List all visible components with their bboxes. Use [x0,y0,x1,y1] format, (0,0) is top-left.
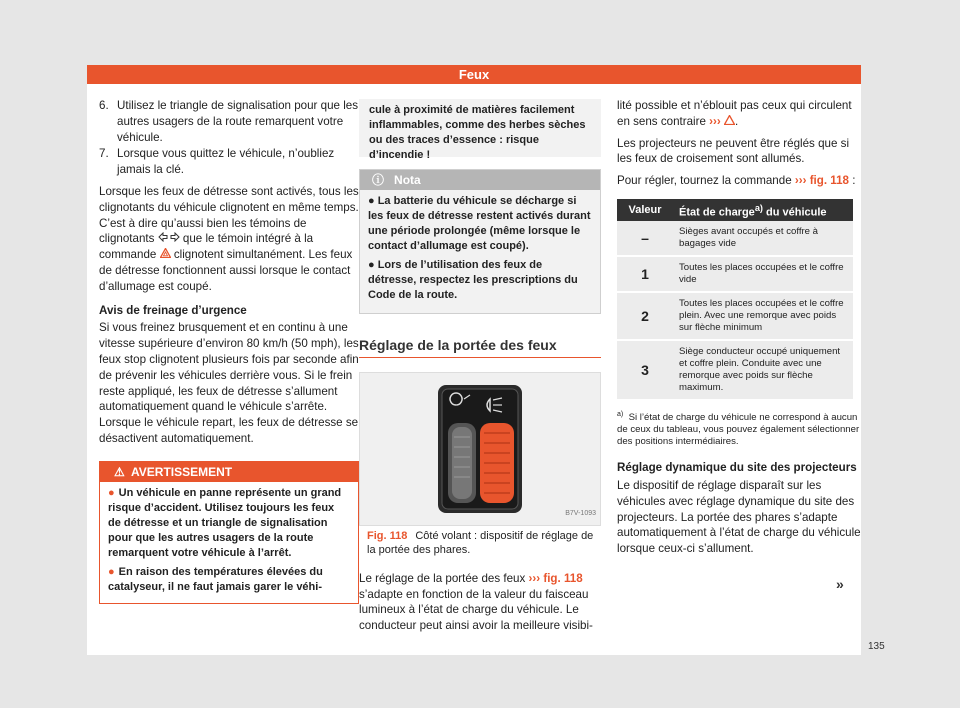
list-item: ● La batterie du véhicule se décharge si les feux de détresse restent activés durant une période prolongée (même lorsque le contact d’allumage est coupé). [368,195,591,252]
warning-box [99,461,359,604]
table-row: 3 Siège conducteur occupé uniquement et coffre plein. Conduite avec une remorque avec poids sur flèche maximum. [617,340,853,400]
list-item: ● Un véhicule en panne représente un grand risque d’accident. Utilisez toujours les feux de détresse et un triangle de signalisation pour que les autres usagers de la route remarquent votre véhicule à l’arrêt. [108,486,342,559]
list-item: ● Lors de l’utilisation des feux de détresse, respectez les prescriptions du Code de la route. [368,259,578,301]
bullet-icon: ● [108,486,115,499]
warning-header: ⚠ AVERTISSEMENT [100,462,358,482]
dipped-paragraph: Les projecteurs ne peuvent être réglés que si les feux de croisement sont allumés. [617,136,850,166]
table-row: 2 Toutes les places occupées et le coffre plein. Avec une remorque avec poids sur flèche minimum [617,292,853,340]
info-icon: ⓘ [372,173,385,187]
steps-list [99,98,359,178]
column-header-value: Valeur [617,199,673,221]
section-header: Feux [87,65,861,84]
figure-link[interactable]: ››› fig. 118 [528,571,583,585]
figure-link[interactable]: ››› fig. 118 [794,174,850,188]
warning-link[interactable]: ››› [709,114,721,128]
hazard-triangle-icon [724,114,735,130]
warning-list [100,482,358,603]
bullet-icon: ● [368,259,378,271]
headlight-range-control-image [360,373,600,525]
note-box [359,169,601,314]
list-item: 7. Lorsque vous quittez le véhicule, n’oubliez jamais la clé. [99,147,335,177]
column-3 [617,98,861,563]
continue-mark: » [836,576,844,592]
manual-page [87,65,861,655]
adjust-paragraph: Pour régler, tournez la commande ››› fig. 118 : [617,174,856,188]
figure-code: B7V-1093 [565,510,596,517]
section-title: Réglage de la portée des feux [359,338,601,358]
note-list [360,190,600,313]
figure-118 [359,372,601,526]
dynamic-paragraph: Le dispositif de réglage disparaît sur les véhicules avec réglage dynamique du site des projecteurs. La portée des phares s’adapte automatiquement à l’état de charge du véhicule lorsque ceux-ci s’allument. [617,479,861,556]
hazard-paragraph: Lorsque les feux de détresse sont activés, tous les clignotants du véhicule clignotent en même temps. C’est à dire qu’aussi bien les témoins de clignotants que le témoin intégré à la commande clignotent simultanément. Les feux de détresse fonctionnent aussi lorsque le contact d’allumage est coupé. [99,184,359,293]
column-header-state: État de charge$^{a)}$ du véhicule [673,199,853,221]
range-paragraph: Le réglage de la portée des feux ››› fig. 118 s’adapte en fonction de la valeur du faisceau lumineux à l’état de charge du véhicule. Le conducteur peut ainsi avoir la meilleure visibi- [359,571,593,633]
bullet-icon: ● [108,565,115,578]
column-2 [359,99,601,640]
warning-triangle-icon: ⚠ [114,464,125,479]
brake-paragraph: Si vous freinez brusquement et en continu à une vitesse supérieure d’environ 80 km/h (50 mph), les feux stop clignotent plusieurs fois par seconde afin de prévenir les véhicules derrière vous. Si le frein reste appliqué, les feux de détresse s’allument automatiquement quand le véhicule s’arrête. Lorsque le véhicule repart, les feux de détresse se désactivent automatiquement. [99,321,359,445]
bullet-icon: ● [368,195,378,207]
page-number: 135 [868,641,885,652]
visibility-paragraph: lité possible et n’éblouit pas ceux qui circulent en sens contraire ››› . [617,99,852,128]
figure-caption: Fig. 118 Côté volant : dispositif de réglage de la portée des phares. [367,529,594,556]
column-1 [99,98,359,604]
note-header: ⓘ Nota [360,170,600,190]
list-item: 6. Utilisez le triangle de signalisation pour que les autres usagers de la route remarquent votre véhicule. [99,99,359,144]
table-footnote: $^{a)}$ Si l’état de charge du véhicule ne correspond à aucun de ceux du tableau, vous pouvez également sélectionner des positions intermédiaires. [617,411,860,448]
warning-continuation: cule à proximité de matières facilement inflammables, comme des herbes sèches ou des traces d’essence : risque d’incendie ! [359,99,601,157]
load-state-table [617,199,853,401]
table-row: 1 Toutes les places occupées et le coffre vide [617,256,853,292]
table-row: – Sièges avant occupés et coffre à bagages vide [617,221,853,256]
subheading: Réglage dynamique du site des projecteurs [617,461,857,475]
table-header-row [617,199,853,221]
list-item: ● En raison des températures élevées du catalyseur, il ne faut jamais garer le véhi- [108,565,323,593]
subheading: Avis de freinage d’urgence [99,303,247,317]
hazard-triangle-icon [160,247,171,263]
turn-signal-arrows-icon [158,231,180,247]
